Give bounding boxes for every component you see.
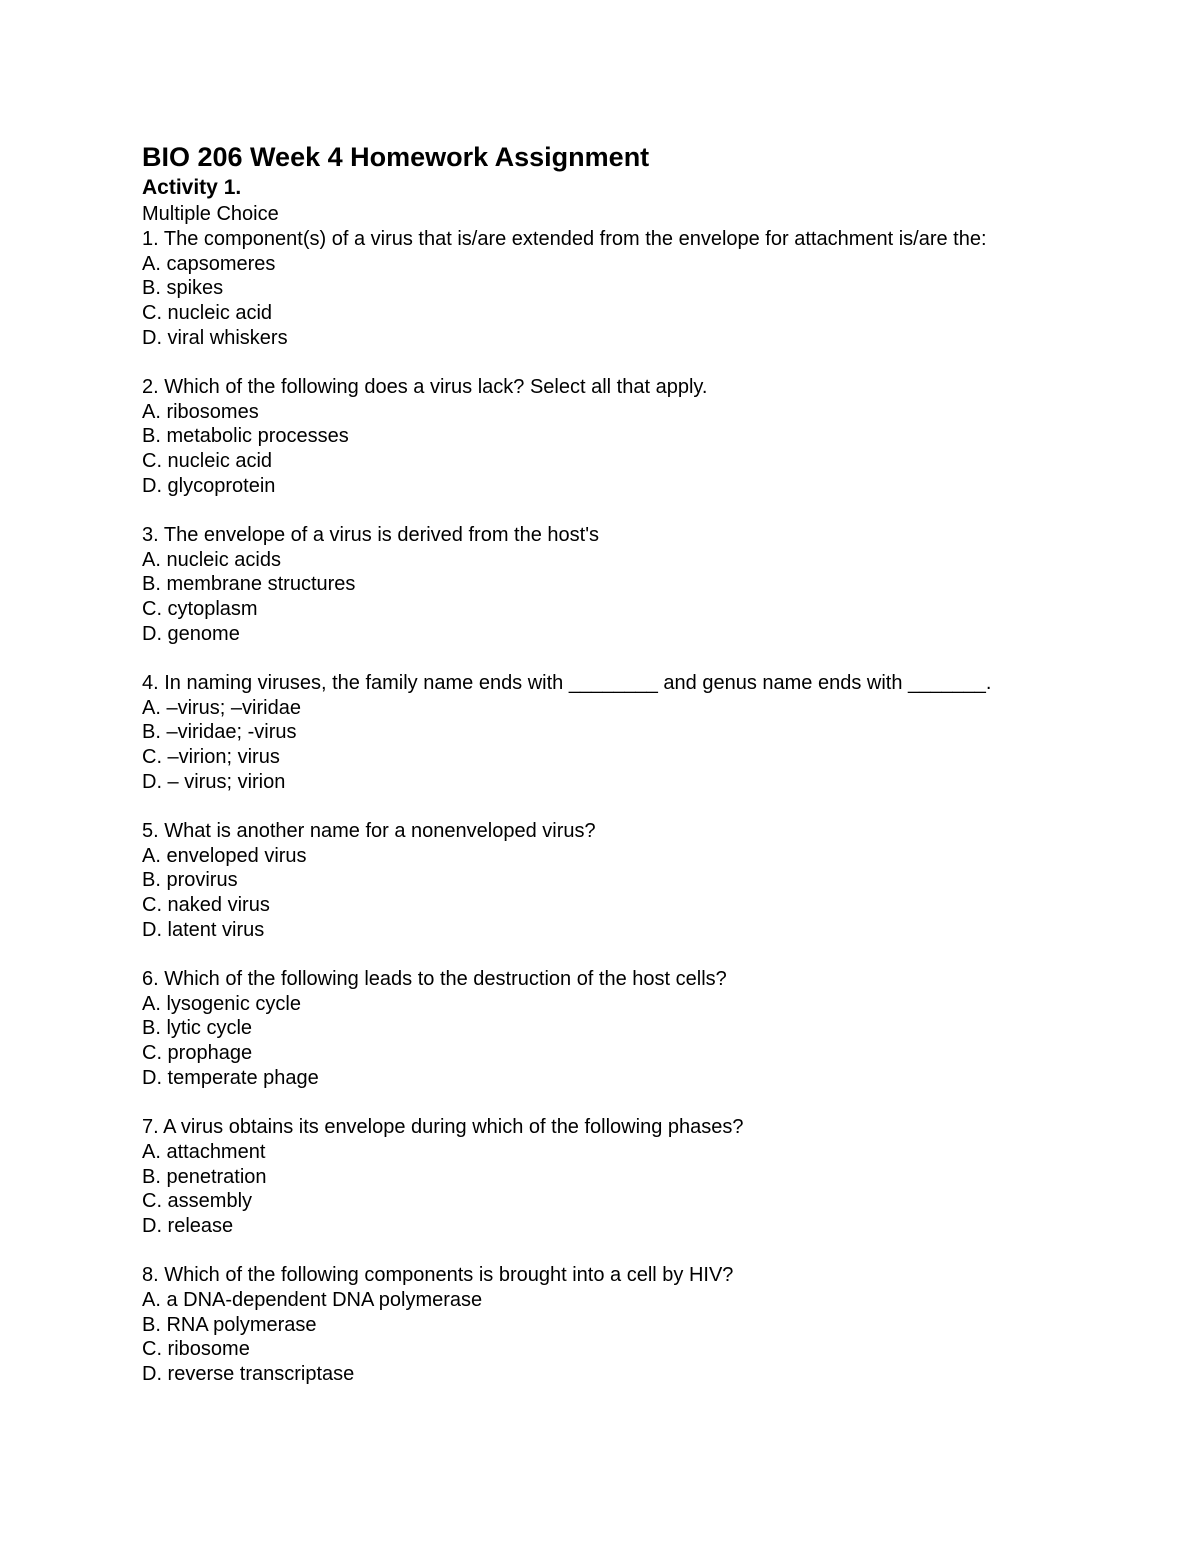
answer-option: D. reverse transcriptase xyxy=(142,1362,355,1385)
question-block xyxy=(142,227,1142,351)
answer-option: D. genome xyxy=(142,622,240,645)
answer-option: D. temperate phage xyxy=(142,1066,319,1089)
answer-option: B. membrane structures xyxy=(142,573,356,596)
question-block xyxy=(142,375,1142,499)
answer-option: B. lytic cycle xyxy=(142,1017,253,1040)
answer-option: C. ribosome xyxy=(142,1338,250,1361)
question-prompt: 2. Which of the following does a virus lack? Select all that apply. xyxy=(142,376,708,399)
answer-option: B. –viridae; -virus xyxy=(142,721,297,744)
answer-option: A. attachment xyxy=(142,1140,266,1163)
answer-option: A. ribosomes xyxy=(142,400,259,423)
activity-heading: Activity 1. xyxy=(142,176,242,199)
document-title: BIO 206 Week 4 Homework Assignment xyxy=(142,142,650,172)
answer-option: B. RNA polymerase xyxy=(142,1313,317,1336)
answer-option: D. viral whiskers xyxy=(142,326,288,349)
answer-option: A. nucleic acids xyxy=(142,548,281,571)
answer-option: C. prophage xyxy=(142,1042,253,1065)
section-label: Multiple Choice xyxy=(142,203,279,225)
question-prompt: 6. Which of the following leads to the destruction of the host cells? xyxy=(142,968,727,991)
question-prompt: 4. In naming viruses, the family name ends with ________ and genus name ends with _______. xyxy=(142,672,992,695)
question-prompt: 7. A virus obtains its envelope during which of the following phases? xyxy=(142,1116,744,1139)
question-block xyxy=(142,819,1142,943)
answer-option: D. release xyxy=(142,1214,234,1237)
answer-option: C. nucleic acid xyxy=(142,302,273,325)
answer-option: C. naked virus xyxy=(142,894,270,917)
answer-option: A. enveloped virus xyxy=(142,844,307,867)
answer-option: B. provirus xyxy=(142,869,238,892)
answer-option: A. –virus; –viridae xyxy=(142,696,301,719)
question-block xyxy=(142,671,1142,795)
question-block xyxy=(142,967,1142,1091)
answer-option: D. glycoprotein xyxy=(142,474,276,497)
answer-option: A. a DNA-dependent DNA polymerase xyxy=(142,1288,483,1311)
question-prompt: 3. The envelope of a virus is derived from the host's xyxy=(142,524,600,547)
answer-option: A. lysogenic cycle xyxy=(142,992,301,1015)
question-prompt: 8. Which of the following components is brought into a cell by HIV? xyxy=(142,1264,734,1287)
answer-option: B. penetration xyxy=(142,1165,267,1188)
answer-option: A. capsomeres xyxy=(142,252,276,275)
question-block xyxy=(142,523,1142,647)
answer-option: B. spikes xyxy=(142,277,224,300)
answer-option: C. assembly xyxy=(142,1190,253,1213)
document-body xyxy=(142,140,1142,1411)
answer-option: C. cytoplasm xyxy=(142,598,258,621)
answer-option: C. nucleic acid xyxy=(142,450,273,473)
question-block xyxy=(142,1115,1142,1239)
answer-option: D. latent virus xyxy=(142,918,265,941)
answer-option: B. metabolic processes xyxy=(142,425,349,448)
question-list xyxy=(142,227,1142,1387)
answer-option: C. –virion; virus xyxy=(142,746,280,769)
question-prompt: 1. The component(s) of a virus that is/are extended from the envelope for attachment is/are the: xyxy=(142,228,987,250)
answer-option: D. – virus; virion xyxy=(142,770,286,793)
question-block xyxy=(142,1263,1142,1387)
question-prompt: 5. What is another name for a nonenveloped virus? xyxy=(142,820,596,843)
